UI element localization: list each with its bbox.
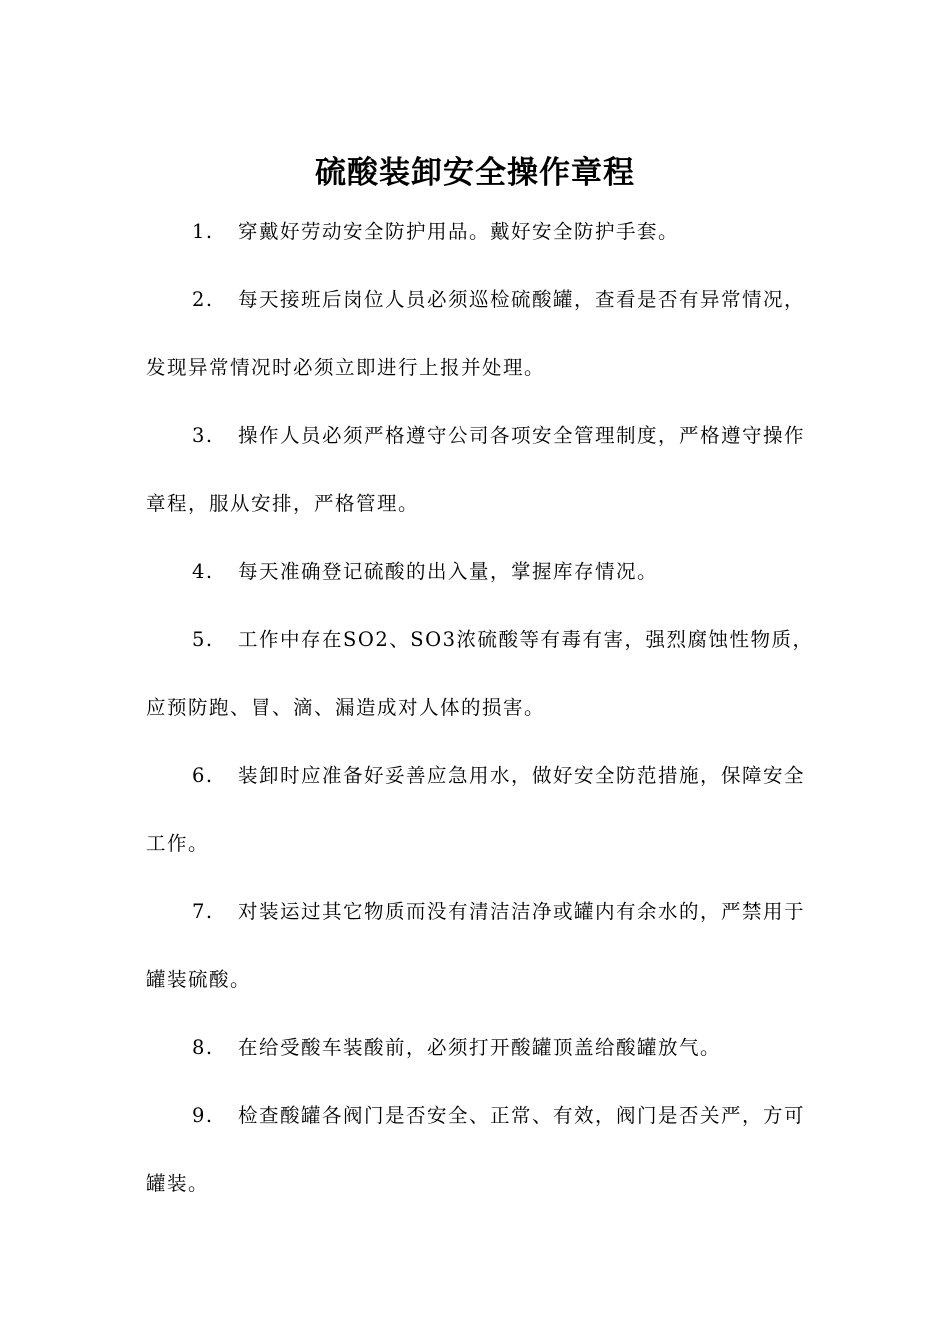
list-item bbox=[146, 402, 822, 538]
item-number: 1. bbox=[192, 220, 214, 243]
item-number: 5. bbox=[192, 628, 214, 651]
item-number: 3. bbox=[192, 424, 214, 447]
item-text: 每天准确登记硫酸的出入量，掌握库存情况。 bbox=[238, 560, 659, 583]
rules-list bbox=[146, 198, 822, 1218]
item-number: 7. bbox=[192, 900, 214, 923]
list-item bbox=[146, 266, 822, 402]
item-text: 对装运过其它物质而没有清洁洁净或罐内有余水的，严禁用于罐装硫酸。 bbox=[146, 900, 806, 991]
list-item bbox=[146, 198, 822, 266]
item-text: 工作中存在SO2、SO3浓硫酸等有毒有害，强烈腐蚀性物质，应预防跑、冒、滴、漏造成对人体的损害。 bbox=[146, 628, 814, 719]
item-number: 2. bbox=[192, 288, 214, 311]
list-item bbox=[146, 606, 822, 742]
item-number: 9. bbox=[192, 1104, 214, 1127]
item-text: 在给受酸车装酸前，必须打开酸罐顶盖给酸罐放气。 bbox=[238, 1036, 722, 1059]
item-number: 8. bbox=[192, 1036, 214, 1059]
item-number: 6. bbox=[192, 764, 214, 787]
list-item bbox=[146, 538, 822, 606]
item-text: 穿戴好劳动安全防护用品。戴好安全防护手套。 bbox=[238, 220, 680, 243]
item-text: 装卸时应准备好妥善应急用水，做好安全防范措施，保障安全工作。 bbox=[146, 764, 806, 855]
list-item bbox=[146, 742, 822, 878]
item-number: 4. bbox=[192, 560, 214, 583]
list-item bbox=[146, 1014, 822, 1082]
list-item bbox=[146, 1082, 822, 1218]
list-item bbox=[146, 878, 822, 1014]
page-title: 硫酸装卸安全操作章程 bbox=[315, 154, 635, 191]
item-text: 操作人员必须严格遵守公司各项安全管理制度，严格遵守操作章程，服从安排，严格管理。 bbox=[146, 424, 806, 515]
item-text: 检查酸罐各阀门是否安全、正常、有效，阀门是否关严，方可罐装。 bbox=[146, 1104, 806, 1195]
item-text: 每天接班后岗位人员必须巡检硫酸罐，查看是否有异常情况，发现异常情况时必须立即进行上报并处理。 bbox=[146, 288, 806, 379]
